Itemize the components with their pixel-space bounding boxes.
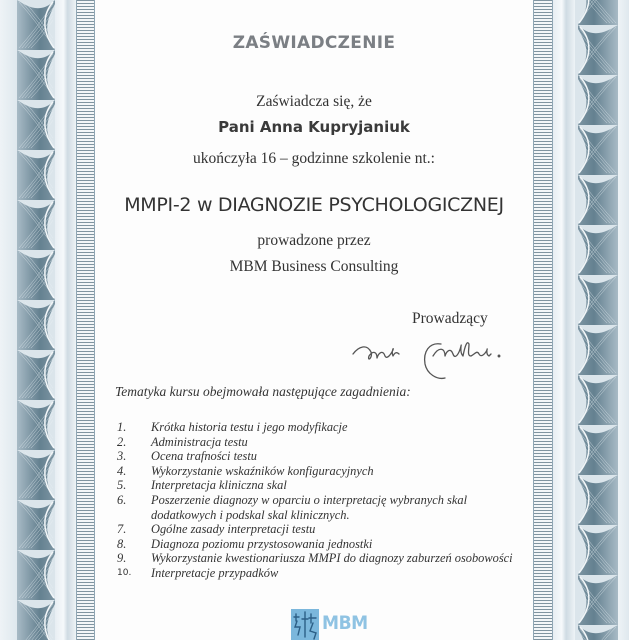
certificate-content (95, 0, 533, 640)
topic-number: 6. (117, 492, 127, 507)
topic-number: 10. (117, 567, 132, 578)
topic-number: 7. (117, 522, 127, 537)
topic-item (115, 464, 535, 479)
topic-text: Administracja testu (151, 434, 248, 449)
guilloche-scallop-pattern (17, 0, 55, 640)
topic-item (115, 522, 535, 537)
topic-text: Interpretacja kliniczna skal (151, 478, 287, 493)
topics-list (115, 420, 535, 581)
topic-text: Wykorzystanie wskaźników konfiguracyjnych (151, 463, 374, 478)
border-pale-strip (0, 0, 17, 640)
topic-item (115, 537, 535, 552)
course-title: MMPI-2 w DIAGNOZIE PSYCHOLOGICZNEJ (124, 194, 504, 216)
topics-header: Tematyka kursu obejmowała następujące zagadnienia: (115, 384, 411, 399)
topic-number: 3. (117, 449, 127, 464)
topic-item (115, 478, 535, 493)
conducted-by-label: prowadzone przez (257, 232, 371, 249)
topic-item (115, 566, 535, 581)
guilloche-scallop-pattern (575, 0, 618, 640)
signature (349, 332, 529, 382)
topic-item (115, 420, 535, 435)
topic-item (115, 435, 535, 450)
signature-icon (349, 332, 529, 382)
completion-statement: ukończyła 16 – godzinne szkolenie nt.: (193, 150, 435, 167)
topic-number: 2. (117, 434, 127, 449)
topic-number: 5. (117, 478, 127, 493)
topic-number: 9. (117, 551, 127, 566)
topic-text: Krótka historia testu i jego modyfikacje (151, 420, 348, 434)
border-light-band (55, 0, 76, 640)
topic-number: 8. (117, 536, 127, 551)
topic-text: Poszerzenie diagnozy w oparciu o interpretację wybranych skal dodatkowych i podskal skal klinicznych. (151, 492, 468, 522)
topic-item (115, 551, 535, 566)
microtext-zigzag-column (533, 0, 553, 640)
organizer-name: MBM Business Consulting (229, 258, 399, 275)
instructor-label: Prowadzący (412, 310, 488, 327)
mbm-logo-icon (291, 609, 319, 640)
logo-text: MBM (322, 612, 368, 634)
topic-text: Ogólne zasady interpretacji testu (151, 522, 316, 537)
microtext-zigzag-column (76, 0, 95, 640)
topic-item (115, 493, 535, 522)
border-light-band (553, 0, 575, 640)
certification-intro: Zaświadcza się, że (256, 93, 372, 110)
topic-text: Diagnoza poziomu przystosowania jednostki (151, 536, 373, 551)
topic-item (115, 449, 535, 464)
recipient-name: Pani Anna Kupryjaniuk (218, 118, 410, 136)
topic-text: Interpretacje przypadków (151, 565, 279, 580)
certificate-title: ZAŚWIADCZENIE (232, 33, 396, 53)
mbm-logo (291, 609, 373, 640)
topic-text: Wykorzystanie kwestionariusza MMPI do diagnozy zaburzeń osobowości (151, 551, 513, 566)
topic-number: 1. (117, 420, 127, 434)
topic-number: 4. (117, 463, 127, 478)
topic-text: Ocena trafności testu (151, 449, 257, 464)
border-pale-strip (618, 0, 629, 640)
